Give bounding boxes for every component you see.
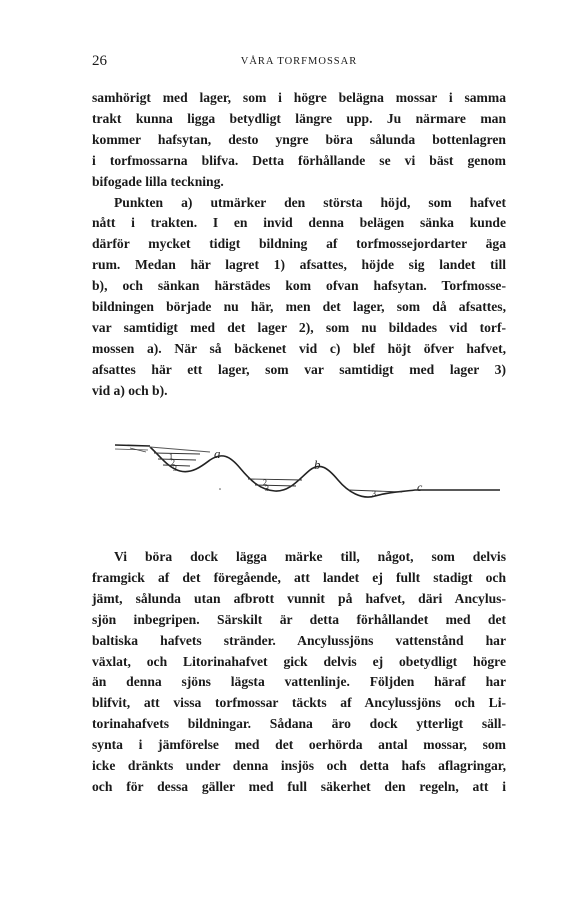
figure-label-b: b [314, 457, 321, 472]
text-line: nått i trakten. I en invid denna belägen sänka kunde [92, 215, 506, 231]
layer-number: 3 [265, 484, 269, 493]
text-block-upper [92, 88, 506, 402]
bog-cross-section-figure [110, 438, 510, 518]
layer-number: 2 [263, 478, 267, 487]
figure-label-c: c [417, 480, 423, 494]
layer-number: 2 [171, 458, 175, 467]
text-line: mossen a). När så bäckenet vid c) blef höjt öfver hafvet, [92, 340, 506, 356]
layer-line [255, 485, 296, 486]
text-line: synta i jämförelse med det oerhörda antal mossar, som [92, 737, 506, 753]
layer-line [248, 479, 302, 480]
text-line: sjön inbegripen. Särskilt är detta förhållandet med det [92, 611, 506, 627]
figure-label-a: a [214, 446, 221, 461]
terrain-profile [150, 447, 500, 497]
text-line: icke dränkts under denna insjös och detta hafs aflagringar, [92, 758, 506, 774]
text-line: samhörigt med lager, som i högre belägna mossar i samma [92, 90, 506, 105]
text-line: vid a) och b). [92, 382, 168, 398]
text-line: var samtidigt med det lager 2), som nu bildades vid torf- [92, 319, 506, 335]
text-line: växlat, och Litorinahafvet gick delvis ej obetydligt högre [92, 653, 506, 669]
text-line: Punkten a) utmärker den största höjd, som hafvet [114, 194, 506, 210]
text-line: bildningen började nu här, men det lager, som då afsattes, [92, 299, 506, 315]
text-block-lower [92, 547, 506, 798]
page-number: 26 [92, 53, 107, 69]
text-line: torinahafvets bildningar. Sådana äro dock ytterligt säll- [92, 716, 506, 732]
text-line: kommer hafsytan, desto yngre böra sålunda bottenlagren [92, 131, 506, 147]
layer-number: 3 [173, 464, 177, 473]
text-line: därför mycket tidigt bildning af torfmossejordarter äga [92, 236, 506, 252]
running-title: VÅRA TORFMOSSAR [240, 56, 358, 67]
page-header [92, 53, 506, 73]
text-line: jämt, sålunda utan afbrott vunnit på hafvet, däri Ancylus- [92, 590, 506, 606]
text-line: b), och sänkan härstädes kom ofvan hafsytan. Torfmosse- [92, 278, 506, 294]
cross-section-drawing [110, 438, 510, 518]
text-line: och för dessa gäller med full säkerhet den regeln, att i [92, 778, 506, 794]
text-line: Vi böra dock lägga märke till, något, som delvis [114, 549, 506, 564]
text-line: i torfmossarna blifva. Detta förhållande se vi bäst genom [92, 152, 506, 168]
layer-number: 3 [372, 489, 376, 498]
text-line: trakt kunna ligga betydligt längre upp. Ju närmare man [92, 110, 506, 126]
layer-number: 1 [169, 452, 173, 461]
text-line: framgick af det föregående, att landet ej fullt stadigt och [92, 569, 506, 585]
layer-line [154, 453, 200, 454]
text-line: blifvit, att vissa torfmossar täckts af Ancylussjöns och Li- [92, 695, 506, 711]
text-line: än denna sjöns lägsta vattenlinje. Följden häraf har [92, 674, 506, 690]
text-line: rum. Medan här lagret 1) afsattes, höjde sig landet till [92, 257, 506, 273]
text-line: bifogade lilla teckning. [92, 173, 224, 189]
text-line: afsattes här ett lager, som var samtidigt med lager 3) [92, 361, 506, 377]
text-line: baltiska hafvets stränder. Ancylussjöns vattenstånd har [92, 632, 506, 648]
